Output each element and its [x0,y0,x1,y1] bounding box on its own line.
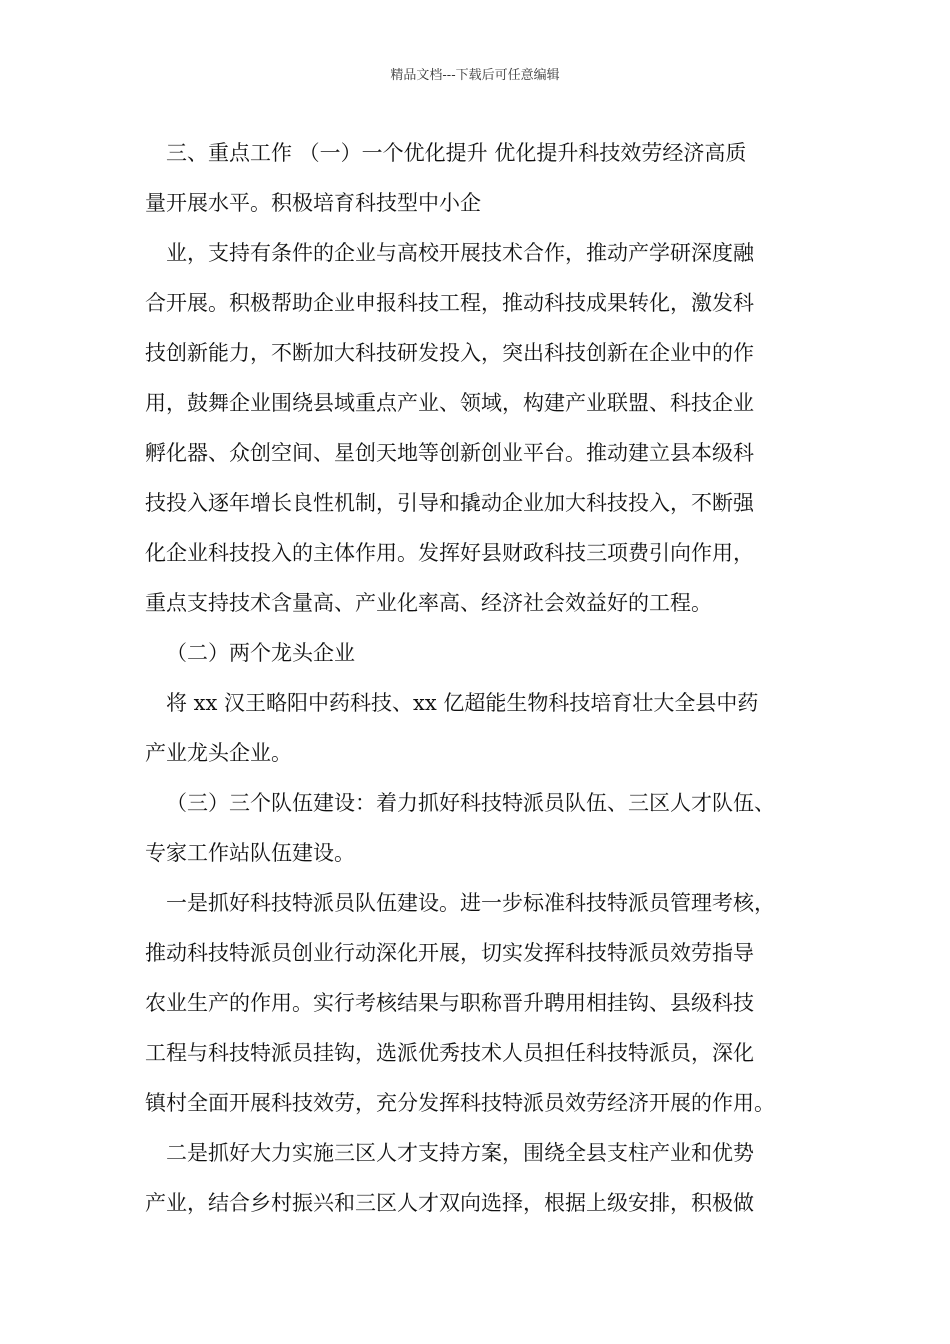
text-line: 产业，结合乡村振兴和三区人才双向选择，根据上级安排，积极做 [145,1191,754,1215]
text-line: 合开展。积极帮助企业申报科技工程，推动科技成果转化，激发科 [145,291,754,315]
text-line: 推动科技特派员创业行动深化开展，切实发挥科技特派员效劳指导 [145,941,754,965]
text-line: 量开展水平。积极培育科技型中小企 [145,191,481,215]
page-header: 精品文档---下载后可任意编辑 [390,68,560,83]
text-line: 用，鼓舞企业围绕县域重点产业、领域，构建产业联盟、科技企业 [145,391,754,415]
document-body [145,128,810,1228]
text-line: 技创新能力，不断加大科技研发投入，突出科技创新在企业中的作 [145,341,754,365]
text-line: 一是抓好科技特派员队伍建设。进一步标准科技特派员管理考核， [166,891,775,915]
text-line: 将 xx 汉王略阳中药科技、xx 亿超能生物科技培育壮大全县中药 [166,691,759,715]
text-line: 业，支持有条件的企业与高校开展技术合作，推动产学研深度融 [166,241,754,265]
text-line: 化企业科技投入的主体作用。发挥好县财政科技三项费引向作用， [145,541,754,565]
text-line: 三、重点工作 （一）一个优化提升 优化提升科技效劳经济高质 [166,141,747,165]
text-line: 农业生产的作用。实行考核结果与职称晋升聘用相挂钩、县级科技 [145,991,754,1015]
text-line: 镇村全面开展科技效劳，充分发挥科技特派员效劳经济开展的作用。 [145,1091,775,1115]
text-line: 孵化器、众创空间、星创天地等创新创业平台。推动建立县本级科 [145,441,754,465]
text-line: 产业龙头企业。 [145,741,292,765]
text-line: （三）三个队伍建设：着力抓好科技特派员队伍、三区人才队伍、 [166,791,775,815]
text-line: 重点支持技术含量高、产业化率高、经济社会效益好的工程。 [145,591,712,615]
text-line: （二）两个龙头企业 [166,641,355,665]
text-line: 二是抓好大力实施三区人才支持方案，围绕全县支柱产业和优势 [166,1141,754,1165]
text-line: 工程与科技特派员挂钩，选派优秀技术人员担任科技特派员，深化 [145,1041,754,1065]
text-line: 技投入逐年增长良性机制，引导和撬动企业加大科技投入，不断强 [145,491,754,515]
text-line: 专家工作站队伍建设。 [145,841,355,865]
